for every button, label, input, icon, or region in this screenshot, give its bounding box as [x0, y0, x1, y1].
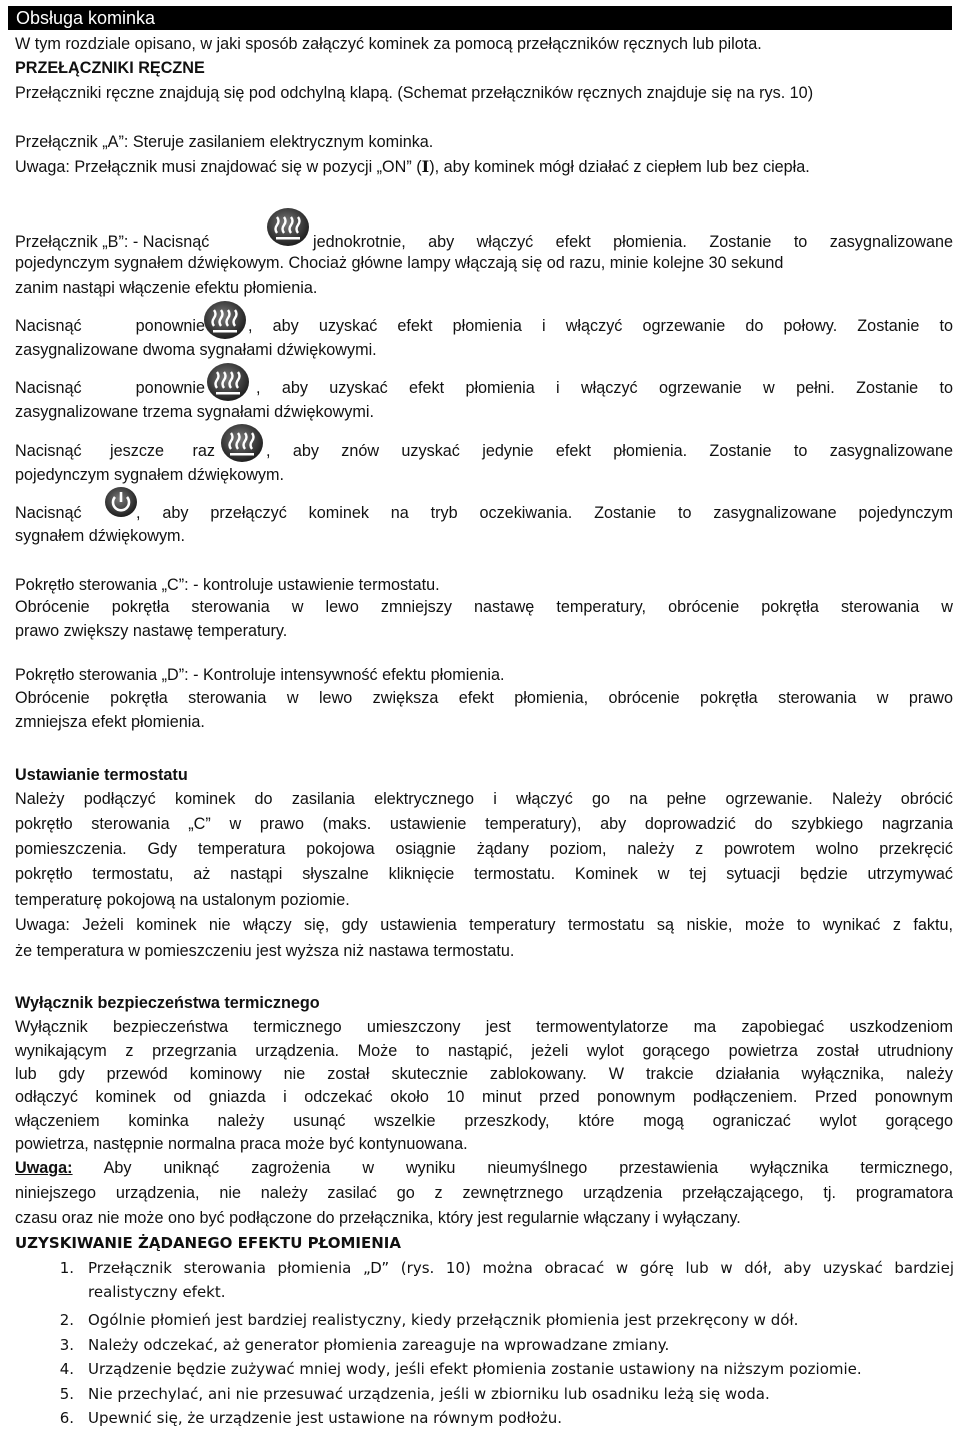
- safety-warning: czasu oraz nie może ono być podłączone do przełącznika, który jest regularnie włączany i wyłączany.: [15, 1209, 741, 1227]
- thermostat-text: pokrętło sterowania „C” w prawo (maks. ustawienie temperatury), aby doprowadzić do szybkiego nagrzania: [15, 815, 953, 833]
- intro-text: Przełączniki ręczne znajdują się pod odchylną klapą. (Schemat przełączników ręcznych znajduje się na rys. 10): [15, 84, 814, 102]
- switch-b-text: sygnałem dźwiękowym.: [15, 527, 186, 545]
- switch-b-text: Nacisnąć ponownie: [15, 379, 205, 397]
- thermostat-note: Uwaga: Jeżeli kominek nie włączy się, gdy ustawienia temperatury termostatu są niskie, może to wynikać z faktu,: [15, 916, 953, 934]
- switch-b-text: , aby uzyskać efekt płomienia i włączyć ogrzewanie do połowy. Zostanie to: [248, 317, 953, 335]
- flame-heat-button-icon: [266, 207, 310, 247]
- power-button-icon: [104, 486, 138, 518]
- knob-c-text: Pokrętło sterowania „C”: - kontroluje ustawienie termostatu.: [15, 576, 440, 594]
- switch-b-text: jednokrotnie, aby włączyć efekt płomienia. Zostanie to zasygnalizowane: [313, 233, 953, 251]
- knob-d-text: zmniejsza efekt płomienia.: [15, 713, 205, 731]
- switch-b-text: zasygnalizowane dwoma sygnałami dźwiękowymi.: [15, 341, 377, 359]
- flame-heat-button-icon: [203, 300, 247, 340]
- safety-text: powietrza, następnie normalna praca może być kontynuowana.: [15, 1135, 468, 1153]
- list-item: Ogólnie płomień jest bardziej realistyczny, kiedy przełącznik płomienia jest przekręcony w dół.: [88, 1311, 799, 1329]
- switch-b-text: , aby przełączyć kominek na tryb oczekiwania. Zostanie to zasygnalizowane pojedynczym: [136, 504, 953, 522]
- flame-heat-button-icon: [206, 362, 250, 402]
- switch-b-text: Przełącznik „B”: - Nacisnąć: [15, 233, 210, 251]
- safety-warning: Uwaga: Aby uniknąć zagrożenia w wyniku nieumyślnego przestawienia wyłącznika termicznego,: [15, 1159, 953, 1177]
- on-symbol: I: [421, 157, 430, 176]
- list-item-number: 1.: [59, 1259, 74, 1277]
- switch-b-text: zasygnalizowane trzema sygnałami dźwiękowymi.: [15, 403, 374, 421]
- list-item-number: 3.: [59, 1336, 74, 1354]
- switch-a-note: Uwaga: Przełącznik musi znajdować się w pozycji „ON” (I), aby kominek mógł działać z ciepłem lub bez ciepła.: [15, 157, 810, 176]
- list-item: realistyczny efekt.: [88, 1283, 226, 1301]
- manual-switches-heading: PRZEŁĄCZNIKI RĘCZNE: [15, 59, 205, 77]
- switch-b-text: Nacisnąć ponownie: [15, 317, 205, 335]
- flame-heat-button-icon: [220, 423, 264, 463]
- switch-b-text: Nacisnąć: [15, 504, 82, 522]
- safety-warning: niniejszego urządzenia, nie należy zasilać go z zewnętrznego urządzenia przełączającego, tj. programatora: [15, 1184, 953, 1202]
- safety-text: odłączyć kominek od gniazda i odczekać około 10 minut przed ponownym podłączeniem. Przed ponownym: [15, 1088, 953, 1106]
- safety-text: wynikającym z przegrzania urządzenia. Może to nastąpić, jeżeli wylot gorącego powietrza został utrudniony: [15, 1042, 953, 1060]
- safety-text: Wyłącznik bezpieczeństwa termicznego umieszczony jest termowentylatorze ma zapobiegać uszkodzeniom: [15, 1018, 953, 1036]
- knob-d-text: Obrócenie pokrętła sterowania w lewo zwiększa efekt płomienia, obrócenie pokrętła sterowania w prawo: [15, 689, 953, 707]
- list-item: Upewnić się, że urządzenie jest ustawione na równym podłożu.: [88, 1409, 563, 1427]
- switch-b-text: zanim nastąpi włączenie efektu płomienia.: [15, 279, 318, 297]
- list-item: Przełącznik sterowania płomienia „D” (rys. 10) można obracać w górę lub w dół, aby uzyskać bardziej: [88, 1259, 954, 1277]
- thermostat-text: temperaturę pokojową na ustalonym poziomie.: [15, 891, 350, 909]
- section-title-bar: Obsługa kominka: [8, 6, 952, 30]
- list-item-number: 2.: [59, 1311, 74, 1329]
- thermostat-heading: Ustawianie termostatu: [15, 766, 188, 784]
- list-item-number: 4.: [59, 1360, 74, 1378]
- thermostat-text: pokrętło termostatu, aż nastąpi słyszalne kliknięcie termostatu. Kominek w tej sytuacji będzie utrzymywać: [15, 865, 953, 883]
- intro-text: W tym rozdziale opisano, w jaki sposób załączyć kominek za pomocą przełączników ręcznych lub pilota.: [15, 35, 762, 53]
- safety-text: włączeniem kominka należy usunąć wszelkie przeszkody, które mogą ograniczać wylot gorącego: [15, 1112, 953, 1130]
- switch-a-text: Przełącznik „A”: Steruje zasilaniem elektrycznym kominka.: [15, 133, 434, 151]
- warning-label: Uwaga:: [15, 1159, 73, 1177]
- list-item: Urządzenie będzie zużywać mniej wody, jeśli efekt płomienia zostanie ustawiony na niższym poziomie.: [88, 1360, 862, 1378]
- flame-heading: UZYSKIWANIE ŻĄDANEGO EFEKTU PŁOMIENIA: [15, 1234, 401, 1252]
- safety-text: lub gdy przewód kominowy nie został skutecznie zablokowany. W trakcie działania wyłącznika, należy: [15, 1065, 953, 1083]
- safety-heading: Wyłącznik bezpieczeństwa termicznego: [15, 994, 320, 1012]
- list-item-number: 5.: [59, 1385, 74, 1403]
- switch-b-text: pojedynczym sygnałem dźwiękowym.: [15, 466, 284, 484]
- knob-c-text: Obrócenie pokrętła sterowania w lewo zmniejszy nastawę temperatury, obrócenie pokrętła sterowania w: [15, 598, 953, 616]
- list-item-number: 6.: [59, 1409, 74, 1427]
- switch-b-text: Nacisnąć jeszcze raz: [15, 442, 215, 460]
- knob-d-text: Pokrętło sterowania „D”: - Kontroluje intensywność efektu płomienia.: [15, 666, 505, 684]
- switch-b-text: , aby znów uzyskać jedynie efekt płomienia. Zostanie to zasygnalizowane: [266, 442, 953, 460]
- thermostat-note: że temperatura w pomieszczeniu jest wyższa niż nastawa termostatu.: [15, 942, 515, 960]
- switch-b-text: , aby uzyskać efekt płomienia i włączyć ogrzewanie w pełni. Zostanie to: [256, 379, 953, 397]
- knob-c-text: prawo zwiększy nastawę temperatury.: [15, 622, 288, 640]
- thermostat-text: pomieszczenia. Gdy temperatura pokojowa osiągnie żądany poziom, należy z powrotem wolno przekręcić: [15, 840, 953, 858]
- list-item: Nie przechylać, ani nie przesuwać urządzenia, jeśli w zbiorniku lub osadniku leżą się woda.: [88, 1385, 770, 1403]
- list-item: Należy odczekać, aż generator płomienia zareaguje na wprowadzane zmiany.: [88, 1336, 670, 1354]
- switch-b-text: pojedynczym sygnałem dźwiękowym. Chociaż główne lampy włączają się od razu, minie kolejne 30 sekund: [15, 254, 784, 272]
- thermostat-text: Należy podłączyć kominek do zasilania elektrycznego i włączyć go na pełne ogrzewanie. Należy obrócić: [15, 790, 953, 808]
